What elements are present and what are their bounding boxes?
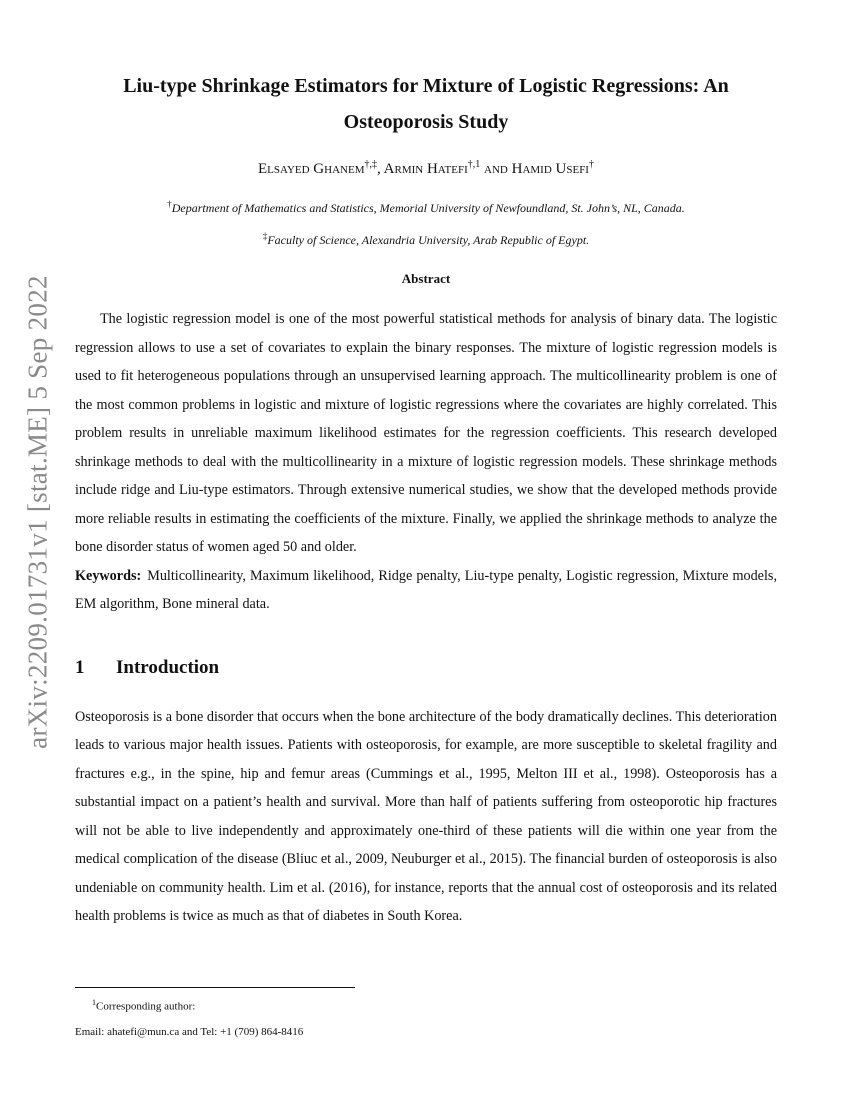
author-affiliation-mark: †,‡ (364, 159, 377, 170)
section-heading (75, 657, 777, 679)
author-name: Armin Hatefi (383, 161, 468, 177)
footnote-contact: Email: ahatefi@mun.ca and Tel: +1 (709) 864-8416 (75, 1025, 304, 1038)
paper-page (75, 68, 777, 931)
footnote-text: Corresponding author: (96, 1000, 196, 1013)
section-title: Introduction (116, 656, 220, 678)
introduction-paragraph: Osteoporosis is a bone disorder that occurs when the bone architecture of the body dramatically declines. This deterioration leads to various major health issues. Patients with osteoporosis, for example, are more susceptible to skeletal fragility and fractures e.g., in the spine, hip and femur areas (Cummings et al., 1995, Melton III et al., 1998). Osteoporosis has a substantial impact on a patient’s health and survival. More than half of patients suffering from osteoporotic hip fractures will not be able to live independently and approximately one-third of these patients will die within one year from the medical complication of the disease (Bliuc et al., 2009, Neuburger et al., 2015). The financial burden of osteoporosis is also undeniable on community health. Lim et al. (2016), for instance, reports that the annual cost of osteoporosis and its related health problems is twice as much as that of diabetes in South Korea. (75, 708, 777, 924)
keywords-text: Multicollinearity, Maximum likelihood, Ridge penalty, Liu-type penalty, Logistic regression, Mixture models, EM algorithm, Bone mineral data. (75, 567, 777, 612)
affiliation-mark: † (167, 199, 172, 209)
author-affiliation-mark: † (588, 159, 594, 170)
keywords-paragraph (75, 562, 777, 619)
affiliation-text: Faculty of Science, Alexandria University, Arab Republic of Egypt. (267, 233, 590, 247)
footnote-divider (75, 987, 355, 988)
footnote (75, 990, 303, 1045)
affiliation-mark: ‡ (262, 231, 268, 241)
paper-title: Liu-type Shrinkage Estimators for Mixture of Logistic Regressions: An Osteoporosis Study (123, 75, 729, 133)
author-affiliation-mark: †,1 (467, 159, 481, 170)
footnote-mark: 1 (92, 998, 96, 1007)
author-name: Elsayed Ghanem (258, 161, 365, 177)
abstract-paragraph: The logistic regression model is one of the most powerful statistical methods for analysis of binary data. The logistic regression allows to use a set of covariates to explain the binary responses. The mixture of logistic regression models is used to fit heterogeneous populations through an unsupervised learning approach. The multicollinearity problem is one of the most common problems in logistic and mixture of logistic regressions where the covariates are highly correlated. This problem results in unreliable maximum likelihood estimates for the regression coefficients. This research developed shrinkage methods to deal with the multicollinearity in a mixture of logistic regression models. These shrinkage methods include ridge and Liu-type estimators. Through extensive numerical studies, we show that the developed methods provide more reliable results in estimating the coefficients of the mixture. Finally, we applied the shrinkage methods to analyze the bone disorder status of women aged 50 and older. (75, 311, 777, 555)
abstract-heading: Abstract (401, 271, 451, 286)
arxiv-identifier-stamp: arXiv:2209.01731v1 [stat.ME] 5 Sep 2022 (22, 275, 53, 749)
author-list (75, 154, 777, 180)
affiliation-item (75, 190, 777, 222)
affiliation-item (75, 222, 777, 254)
author-separator: , (376, 161, 384, 177)
affiliation-text: Department of Mathematics and Statistics, Memorial University of Newfoundland, St. John’s, NL, Canada. (171, 201, 685, 215)
footnote-line (75, 990, 303, 1020)
keywords-label: Keywords: (75, 567, 142, 584)
section-number: 1 (75, 656, 85, 678)
author-separator: and (480, 161, 512, 177)
author-name: Hamid Usefi (511, 161, 589, 177)
affiliation-list (75, 190, 777, 254)
